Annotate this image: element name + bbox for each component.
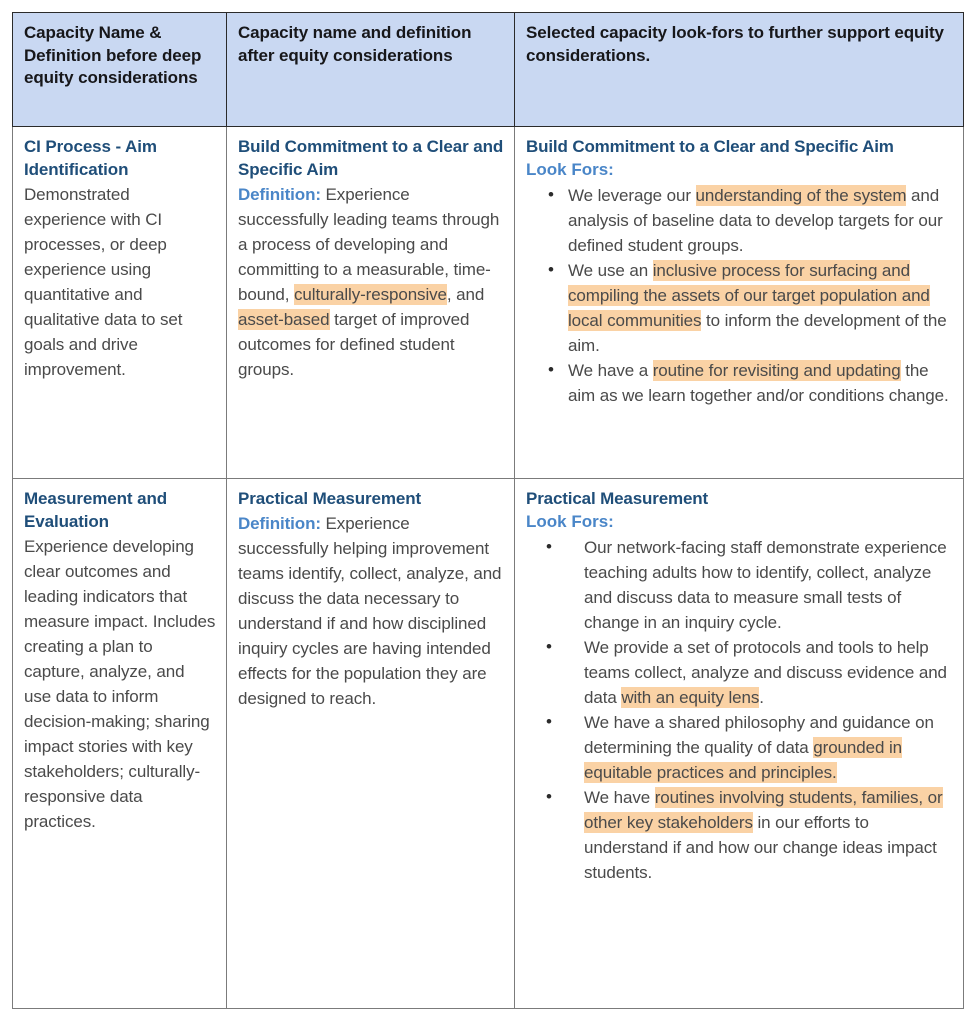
table-row	[13, 127, 964, 479]
definition-label: Definition:	[238, 184, 321, 204]
lookfors-label: Look Fors:	[526, 511, 614, 531]
lookfors-title: Practical Measurement	[526, 489, 709, 508]
lookfor-item: • We use an inclusive process for surfacing and compiling the assets of our target population and local communities to inform the development of the aim.	[548, 259, 953, 359]
lookfors-list	[526, 536, 953, 886]
highlighted-text: grounded in equitable practices and principles.	[584, 737, 902, 782]
definition-rich: Experience successfully helping improvement teams identify, collect, analyze, and discuss the data necessary to understand if and how disciplined inquiry cycles are having intended effects for the population they are designed to reach.	[238, 513, 502, 708]
capacity-definition-before: Experience developing clear outcomes and leading indicators that measure impact. Includes creating a plan to capture, analyze, and use data to inform decision-making; sharing impact stories with key stakeholders; culturally-responsive data practices.	[24, 536, 216, 831]
lookfors-label: Look Fors:	[526, 159, 614, 179]
definition-rich: Experience successfully leading teams through a process of developing and committing to a measurable, time-bound, culturally-responsive, and asset-based target of improved outcomes for defined student groups.	[238, 184, 500, 379]
highlighted-text: routines involving students, families, or other key stakeholders	[584, 787, 943, 832]
capacity-definition-after	[238, 183, 504, 383]
lookfor-item: • Our network-facing staff demonstrate experience teaching adults how to identify, collect, analyze and discuss data to measure small tests of change in an inquiry cycle.	[546, 536, 953, 636]
capacity-title-before: Measurement and Evaluation	[24, 489, 168, 531]
capacity-definition-after	[238, 512, 504, 712]
cell-before-definition	[13, 127, 227, 479]
capacity-title-after: Build Commitment to a Clear and Specific Aim	[238, 137, 504, 179]
lookfors-title: Build Commitment to a Clear and Specific Aim	[526, 137, 894, 156]
column-header-after: Capacity name and definition after equity considerations	[227, 13, 515, 127]
capacity-title-before: CI Process - Aim Identification	[24, 137, 157, 179]
highlighted-text: asset-based	[238, 309, 330, 329]
definition-label: Definition:	[238, 513, 321, 533]
lookfors-list	[526, 184, 953, 409]
highlighted-text: culturally-responsive	[294, 284, 447, 304]
lookfor-item: • We have a routine for revisiting and updating the aim as we learn together and/or conditions change.	[548, 359, 953, 409]
header-row	[13, 13, 964, 127]
cell-after-definition	[227, 127, 515, 479]
cell-lookfors	[515, 479, 964, 1009]
capacity-title-after: Practical Measurement	[238, 489, 422, 508]
lookfor-item: • We provide a set of protocols and tools to help teams collect, analyze and discuss evidence and data with an equity lens.	[546, 636, 953, 711]
highlighted-text: with an equity lens	[621, 687, 760, 707]
cell-before-definition	[13, 479, 227, 1009]
highlighted-text: routine for revisiting and updating	[652, 360, 901, 380]
table-body	[13, 127, 964, 1009]
lookfor-item: • We have routines involving students, families, or other key stakeholders in our efforts to understand if and how our change ideas impact students.	[546, 786, 953, 886]
table-row	[13, 479, 964, 1009]
column-header-before: Capacity Name & Definition before deep equity considerations	[13, 13, 227, 127]
highlighted-text: understanding of the system	[695, 185, 907, 205]
highlighted-text: inclusive process for surfacing and compiling the assets of our target population and local communities	[568, 260, 930, 330]
cell-lookfors	[515, 127, 964, 479]
lookfor-item: • We leverage our understanding of the system and analysis of baseline data to develop targets for our defined student groups.	[548, 184, 953, 259]
capacity-equity-table	[12, 12, 964, 1009]
column-header-lookfors: Selected capacity look-fors to further support equity considerations.	[515, 13, 964, 127]
capacity-definition-before: Demonstrated experience with CI processes, or deep experience using quantitative and qualitative data to set goals and drive improvement.	[24, 184, 183, 379]
cell-after-definition	[227, 479, 515, 1009]
lookfor-item: • We have a shared philosophy and guidance on determining the quality of data grounded in equitable practices and principles.	[546, 711, 953, 786]
table-header	[13, 13, 964, 127]
